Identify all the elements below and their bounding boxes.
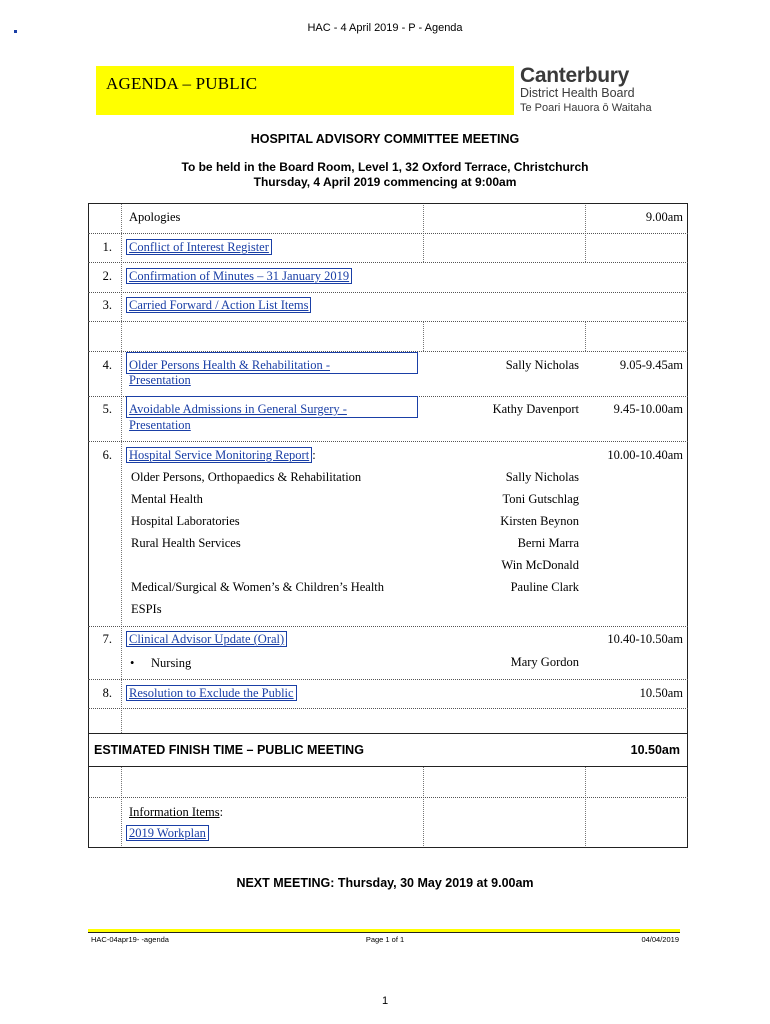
table-border-bottom bbox=[88, 847, 688, 848]
row-rule bbox=[88, 441, 688, 442]
item-6-sub-label: Medical/Surgical & Women’s & Children’s Health bbox=[131, 580, 385, 594]
item-6-sub-label: Older Persons, Orthopaedics & Rehabilitation bbox=[131, 470, 362, 484]
item-2-link[interactable] bbox=[129, 269, 352, 284]
estimated-finish-label: ESTIMATED FINISH TIME – PUBLIC MEETING bbox=[94, 743, 364, 757]
workplan-title[interactable]: 2019 Workplan bbox=[126, 825, 209, 841]
col-sep-num bbox=[121, 203, 122, 733]
item-3-link[interactable] bbox=[129, 298, 311, 313]
page-header: HAC - 4 April 2019 - P - Agenda bbox=[307, 22, 463, 34]
item-4-time: 9.05-9.45am bbox=[619, 358, 683, 372]
item-8-link[interactable] bbox=[129, 686, 297, 701]
item-5-time: 9.45-10.00am bbox=[613, 402, 683, 416]
item-2-title[interactable]: Confirmation of Minutes – 31 January 2019 bbox=[126, 268, 352, 284]
item-1-title[interactable]: Conflict of Interest Register bbox=[126, 239, 272, 255]
page-number: 1 bbox=[381, 995, 389, 1007]
footer-page-count: Page 1 of 1 bbox=[365, 935, 405, 944]
item-6-sub-label: Rural Health Services bbox=[131, 536, 241, 550]
row-rule bbox=[88, 797, 688, 798]
row-rule bbox=[88, 233, 688, 234]
meeting-datetime: Thursday, 4 April 2019 commencing at 9:00am bbox=[253, 175, 517, 189]
item-8-time: 10.50am bbox=[639, 686, 683, 700]
col-sep-presenter-2 bbox=[585, 321, 586, 351]
item-6-sub-presenter: Kirsten Beynon bbox=[500, 514, 579, 528]
item-5-number: 5. bbox=[102, 402, 112, 416]
item-6-sub-presenter: Pauline Clark bbox=[510, 580, 579, 594]
item-6-sub-label: Mental Health bbox=[131, 492, 203, 506]
item-6-sub-presenter: Toni Gutschlag bbox=[502, 492, 579, 506]
item-4-title-line2[interactable]: Presentation bbox=[129, 373, 191, 387]
table-border-right bbox=[687, 203, 688, 848]
row-rule bbox=[88, 321, 688, 322]
col-sep-presenter-lower bbox=[585, 766, 586, 848]
item-6-sub-label: ESPIs bbox=[131, 602, 162, 616]
row-rule bbox=[88, 679, 688, 680]
meeting-title: HOSPITAL ADVISORY COMMITTEE MEETING bbox=[250, 132, 520, 146]
information-items-label: Information Items bbox=[129, 805, 220, 819]
item-6-sub-presenter: Win McDonald bbox=[501, 558, 579, 572]
item-7-title[interactable]: Clinical Advisor Update (Oral) bbox=[126, 631, 287, 647]
item-7-time: 10.40-10.50am bbox=[607, 632, 683, 646]
item-6-title[interactable]: Hospital Service Monitoring Report bbox=[126, 447, 312, 463]
workplan-link[interactable] bbox=[129, 826, 209, 841]
next-meeting: NEXT MEETING: Thursday, 30 May 2019 at 9.00am bbox=[236, 876, 534, 890]
item-4-title-line1[interactable]: Older Persons Health & Rehabilitation - bbox=[129, 358, 331, 372]
item-7-link[interactable] bbox=[129, 632, 287, 647]
item-5-title-line1[interactable]: Avoidable Admissions in General Surgery - bbox=[129, 402, 347, 416]
item-3-title[interactable]: Carried Forward / Action List Items bbox=[126, 297, 311, 313]
item-4-number: 4. bbox=[102, 358, 112, 372]
col-sep-num-lower bbox=[121, 766, 122, 848]
table-border-top bbox=[88, 203, 688, 204]
item-6-sub-presenter: Berni Marra bbox=[517, 536, 579, 550]
logo-subtitle: District Health Board bbox=[520, 86, 635, 100]
item-6-heading bbox=[129, 448, 316, 463]
footer-rule bbox=[88, 932, 680, 933]
row-rule bbox=[88, 262, 688, 263]
item-5-presenter: Kathy Davenport bbox=[492, 402, 579, 416]
item-1-number: 1. bbox=[102, 240, 112, 254]
col-sep-title-2 bbox=[423, 321, 424, 351]
item-7-number: 7. bbox=[102, 632, 112, 646]
row-rule bbox=[88, 626, 688, 627]
item-8-title[interactable]: Resolution to Exclude the Public bbox=[126, 685, 297, 701]
row-rule-est-bottom bbox=[88, 766, 688, 767]
information-items-heading bbox=[129, 805, 223, 820]
agenda-title: AGENDA – PUBLIC bbox=[106, 74, 258, 93]
information-items-colon: : bbox=[219, 805, 224, 819]
item-6-time: 10.00-10.40am bbox=[607, 448, 683, 462]
apologies-label: Apologies bbox=[129, 210, 181, 224]
item-6-sub-label: Hospital Laboratories bbox=[131, 514, 240, 528]
footer-date: 04/04/2019 bbox=[641, 935, 679, 944]
footer-document-id: HAC-04apr19- -agenda bbox=[91, 935, 169, 944]
item-6-sub-presenter: Sally Nicholas bbox=[505, 470, 579, 484]
item-7-presenter: Mary Gordon bbox=[510, 655, 579, 669]
col-sep-title-lower bbox=[423, 766, 424, 848]
item-4-presenter: Sally Nicholas bbox=[505, 358, 579, 372]
item-2-number: 2. bbox=[102, 269, 112, 283]
item-7-sub-label: Nursing bbox=[151, 656, 192, 670]
row-rule bbox=[88, 708, 688, 709]
logo-maori-name: Te Poari Hauora ō Waitaha bbox=[520, 102, 652, 114]
bullet-icon: • bbox=[130, 656, 135, 670]
canterbury-dhb-logo bbox=[518, 64, 678, 116]
item-6-number: 6. bbox=[102, 448, 112, 462]
item-3-number: 3. bbox=[102, 298, 112, 312]
meeting-venue: To be held in the Board Room, Level 1, 32 Oxford Terrace, Christchurch bbox=[181, 160, 589, 174]
item-8-number: 8. bbox=[102, 686, 112, 700]
estimated-finish-time: 10.50am bbox=[630, 743, 680, 757]
item-5-title-line2[interactable]: Presentation bbox=[129, 418, 191, 432]
apologies-time: 9.00am bbox=[645, 210, 683, 224]
logo-name: Canterbury bbox=[520, 64, 630, 87]
corner-mark bbox=[14, 30, 17, 33]
item-1-link[interactable] bbox=[129, 240, 272, 255]
item-6-colon: : bbox=[312, 448, 316, 462]
row-rule-est-top bbox=[88, 733, 688, 734]
row-rule bbox=[88, 292, 688, 293]
